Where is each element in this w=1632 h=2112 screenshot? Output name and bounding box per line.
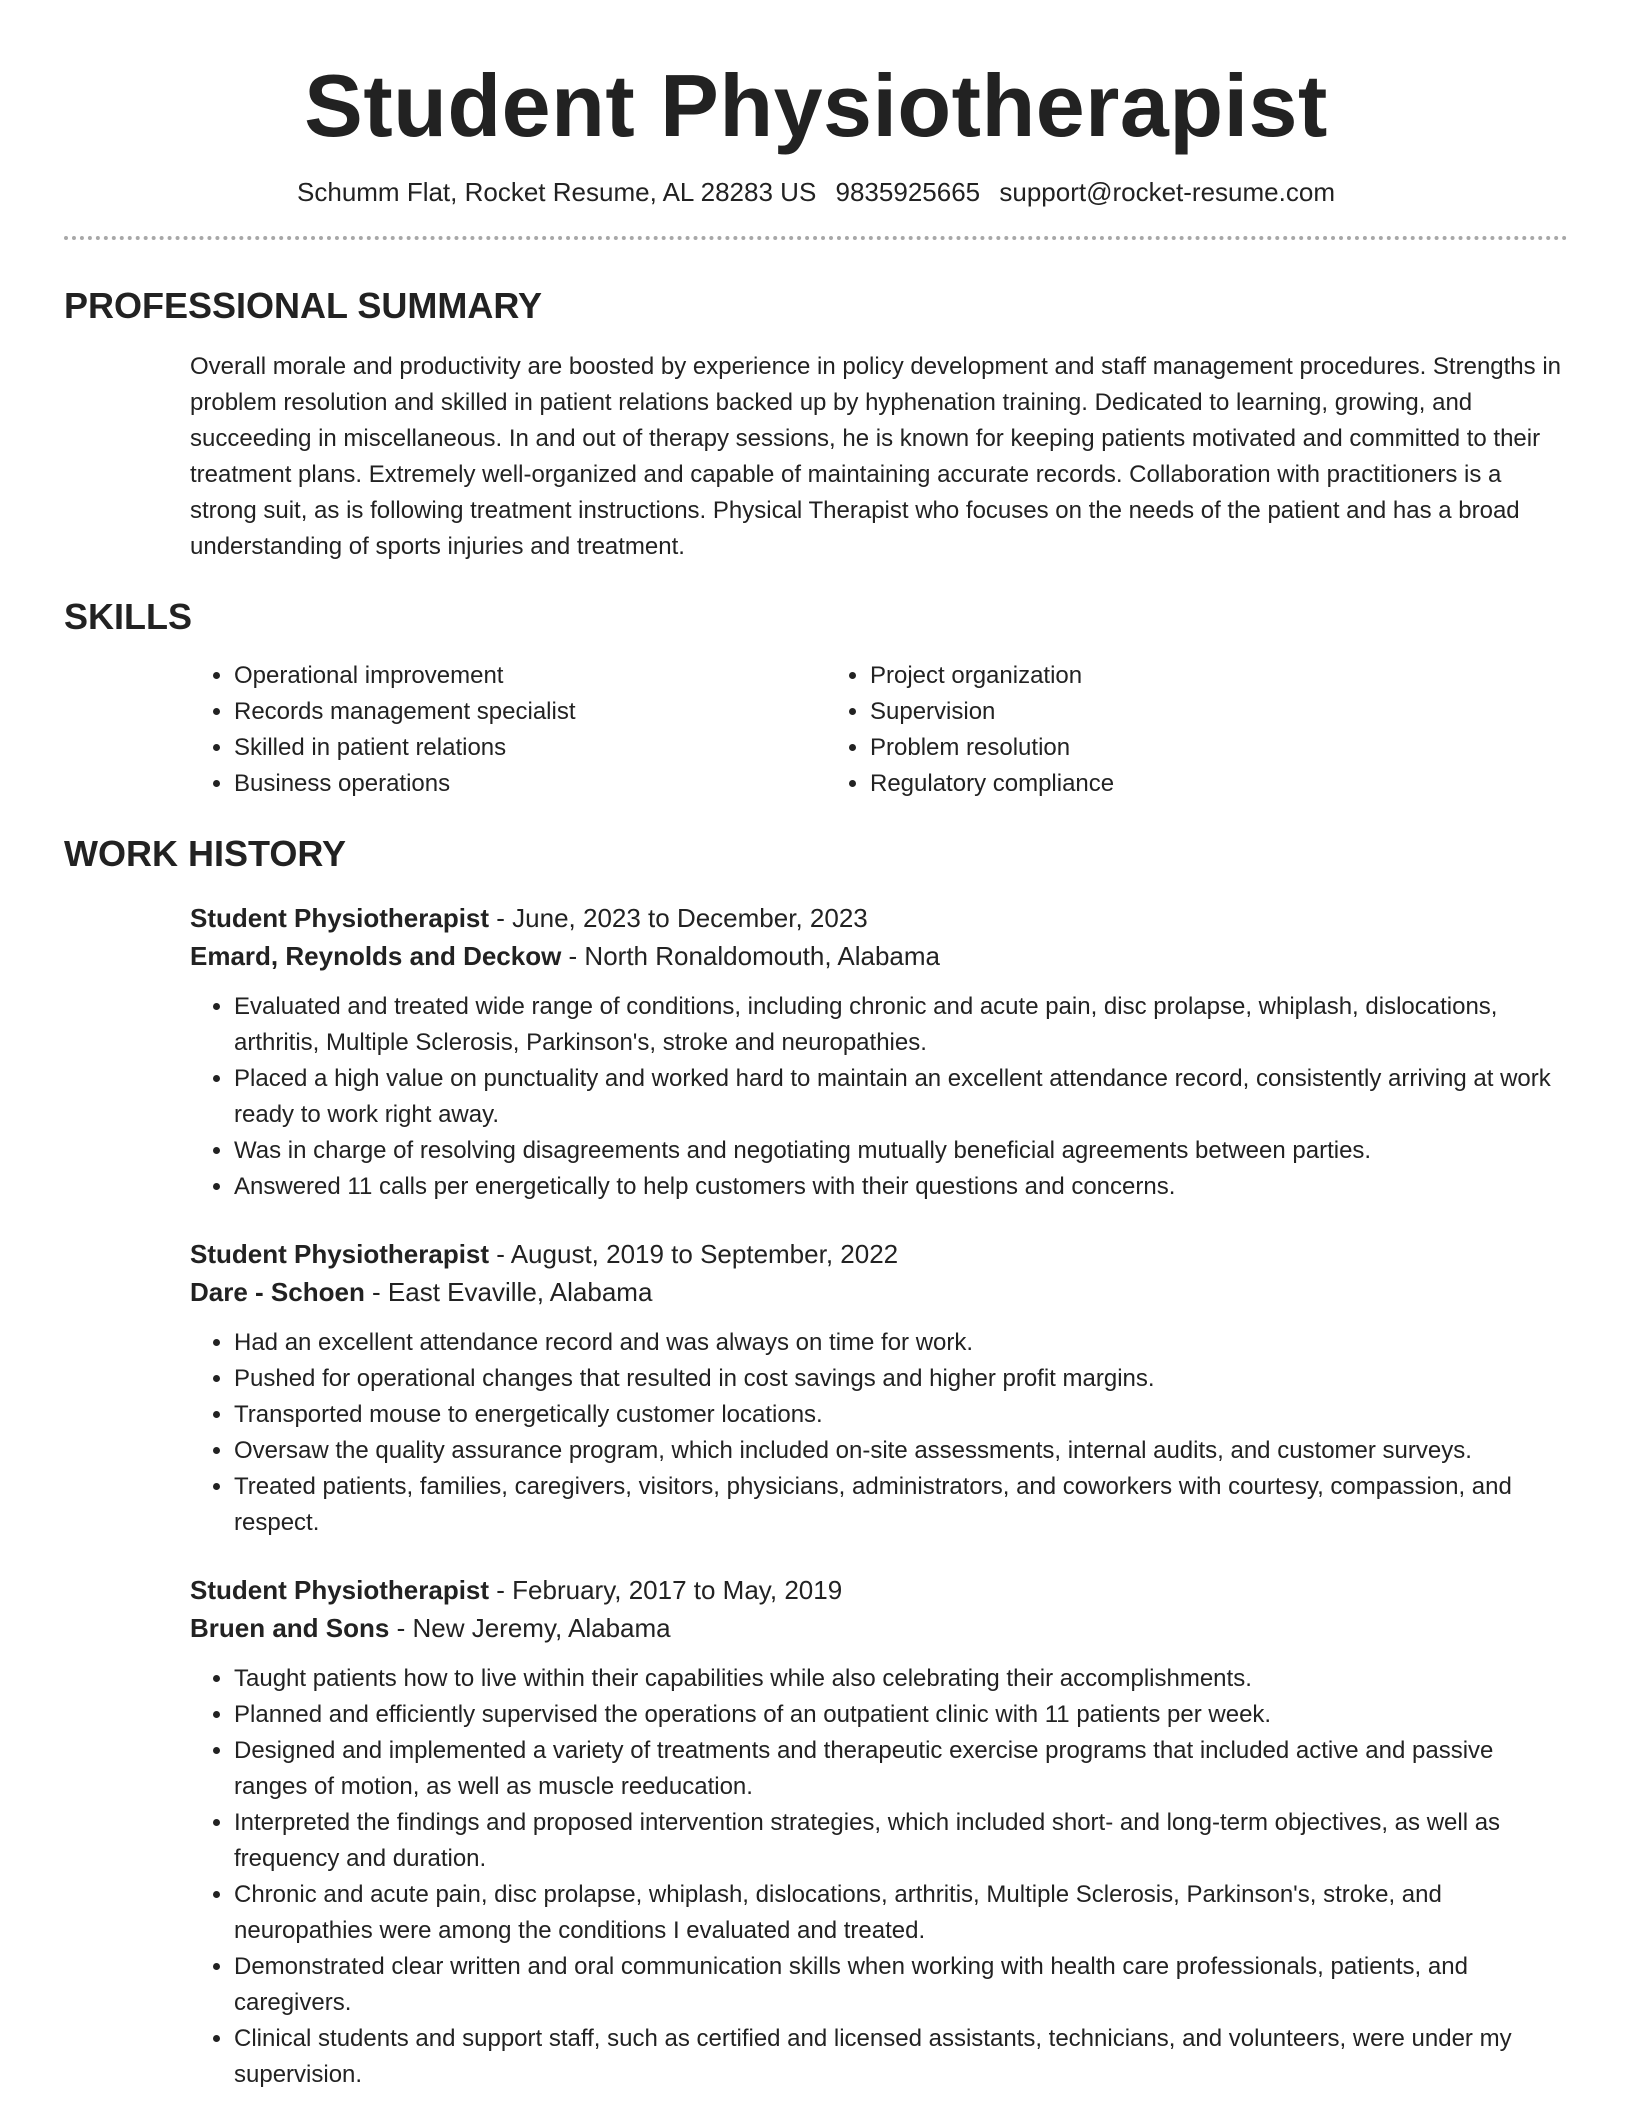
- job-location: - New Jeremy, Alabama: [389, 1613, 671, 1644]
- job-role: Student Physiotherapist: [190, 1239, 490, 1270]
- section-title-work: WORK HISTORY: [64, 833, 347, 874]
- section-title-skills: SKILLS: [64, 595, 193, 637]
- skill-item: • Project organization: [870, 658, 1462, 694]
- job-bullet: • Oversaw the quality assurance program, which included on-site assessments, internal audits, and customer surveys.: [234, 1433, 1568, 1469]
- job-bullet: • Chronic and acute pain, disc prolapse, whiplash, dislocations, arthritis, Multiple Sclerosis, Parkinson's, stroke, and neuropathies were among the conditions I evaluated and treated.: [234, 1877, 1568, 1949]
- job-bullet: • Answered 11 calls per energetically to help customers with their questions and concerns.: [234, 1169, 1568, 1205]
- job-title-line: [190, 899, 1568, 937]
- contact-address: Schumm Flat, Rocket Resume, AL 28283 US: [297, 176, 817, 207]
- skills-grid: [64, 658, 1568, 802]
- job-company-line: [190, 1609, 1568, 1647]
- job-location: - North Ronaldomouth, Alabama: [561, 941, 940, 972]
- header-divider: [64, 236, 1568, 240]
- job-role: Student Physiotherapist: [190, 1575, 490, 1606]
- job-company: Emard, Reynolds and Deckow: [190, 941, 562, 972]
- job-bullets: [190, 1661, 1568, 2093]
- skills-column-left: [190, 658, 826, 802]
- job-bullet: • Designed and implemented a variety of treatments and therapeutic exercise programs that included active and passive ranges of motion, as well as muscle reeducation.: [234, 1733, 1568, 1805]
- skill-item: • Problem resolution: [870, 730, 1462, 766]
- summary-text: Overall morale and productivity are boosted by experience in policy development and staff management procedures. Strengths in problem resolution and skilled in patient relations backed up by hyphenation training. Dedicated to learning, growing, and succeeding in miscellaneous. In and out of therapy sessions, he is known for keeping patients motivated and committed to their treatment plans. Extremely well-organized and capable of maintaining accurate records. Collaboration with practitioners is a strong suit, as is following treatment instructions. Physical Therapist who focuses on the needs of the patient and has a broad understanding of sports injuries and treatment.: [190, 352, 1561, 560]
- job-bullet: • Planned and efficiently supervised the operations of an outpatient clinic with 11 patients per week.: [234, 1697, 1568, 1733]
- job-entry: [64, 1235, 1568, 1541]
- professional-summary-section: [64, 284, 1568, 565]
- job-entry: [64, 899, 1568, 1205]
- skill-item: • Supervision: [870, 694, 1462, 730]
- skills-section: [64, 595, 1568, 802]
- job-company-line: [190, 1273, 1568, 1311]
- contact-phone: 9835925665: [835, 176, 981, 207]
- resume-name: Student Physiotherapist: [304, 56, 1328, 155]
- skill-item: • Regulatory compliance: [870, 766, 1462, 802]
- job-entry: [64, 1571, 1568, 2093]
- job-dates: - June, 2023 to December, 2023: [489, 903, 868, 934]
- job-title-line: [190, 1571, 1568, 1609]
- skill-item: • Business operations: [234, 766, 826, 802]
- job-bullets: [190, 989, 1568, 1205]
- job-dates: - August, 2019 to September, 2022: [489, 1239, 899, 1270]
- job-bullet: • Interpreted the findings and proposed intervention strategies, which included short- and long-term objectives, as well as frequency and duration.: [234, 1805, 1568, 1877]
- skill-item: • Skilled in patient relations: [234, 730, 826, 766]
- job-bullet: • Transported mouse to energetically customer locations.: [234, 1397, 1568, 1433]
- job-company: Bruen and Sons: [190, 1613, 390, 1644]
- job-title-line: [190, 1235, 1568, 1273]
- job-bullet: • Clinical students and support staff, such as certified and licensed assistants, technicians, and volunteers, were under my supervision.: [234, 2021, 1568, 2093]
- job-bullet: • Taught patients how to live within their capabilities while also celebrating their accomplishments.: [234, 1661, 1568, 1697]
- work-history-section: [64, 832, 1568, 2093]
- section-title-summary: PROFESSIONAL SUMMARY: [64, 284, 543, 326]
- job-bullet: • Placed a high value on punctuality and worked hard to maintain an excellent attendance record, consistently arriving at work ready to work right away.: [234, 1061, 1568, 1133]
- job-bullets: [190, 1325, 1568, 1541]
- job-bullet: • Pushed for operational changes that resulted in cost savings and higher profit margins.: [234, 1361, 1568, 1397]
- job-company: Dare - Schoen: [190, 1277, 365, 1308]
- job-bullet: • Treated patients, families, caregivers, visitors, physicians, administrators, and coworkers with courtesy, compassion, and respect.: [234, 1469, 1568, 1541]
- job-bullet: • Had an excellent attendance record and was always on time for work.: [234, 1325, 1568, 1361]
- skills-column-right: [826, 658, 1462, 802]
- job-bullet: • Demonstrated clear written and oral communication skills when working with health care professionals, patients, and caregivers.: [234, 1949, 1568, 2021]
- job-company-line: [190, 937, 1568, 975]
- job-dates: - February, 2017 to May, 2019: [489, 1575, 843, 1606]
- job-bullet: • Was in charge of resolving disagreements and negotiating mutually beneficial agreements between parties.: [234, 1133, 1568, 1169]
- contact-line: [64, 176, 1568, 210]
- job-role: Student Physiotherapist: [190, 903, 490, 934]
- job-bullet: • Evaluated and treated wide range of conditions, including chronic and acute pain, disc prolapse, whiplash, dislocations, arthritis, Multiple Sclerosis, Parkinson's, stroke and neuropathies.: [234, 989, 1568, 1061]
- skill-item: • Records management specialist: [234, 694, 826, 730]
- contact-email: support@rocket-resume.com: [999, 176, 1335, 207]
- job-location: - East Evaville, Alabama: [364, 1277, 653, 1308]
- skill-item: • Operational improvement: [234, 658, 826, 694]
